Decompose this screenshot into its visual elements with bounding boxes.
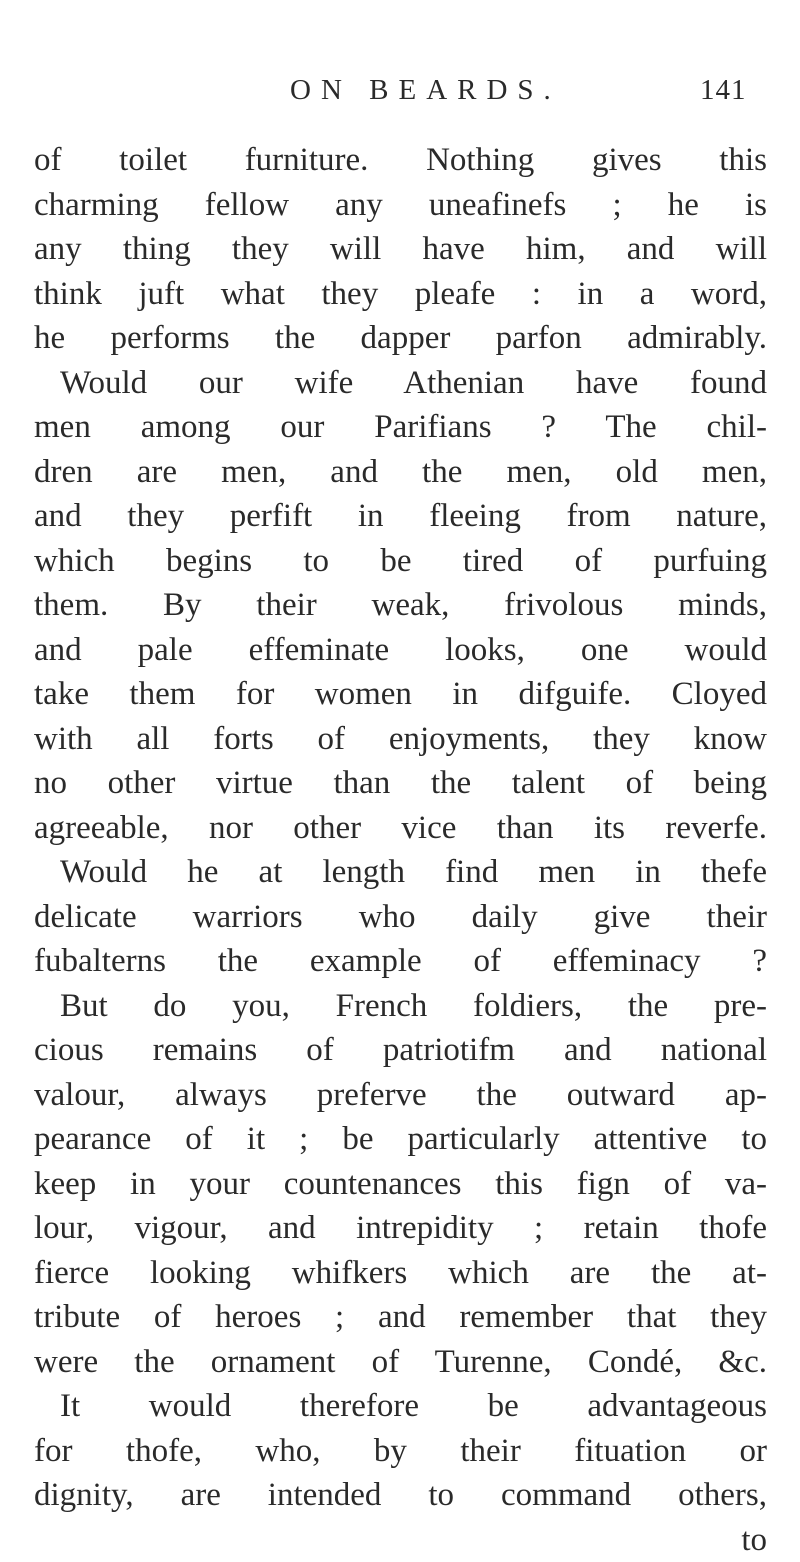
text-line: dren are men, and the men, old men, [34, 450, 767, 495]
text-line: But do you, French foldiers, the pre- [34, 984, 767, 1029]
text-line: agreeable, nor other vice than its reverfe. [34, 806, 767, 851]
catchword: to [34, 1518, 767, 1562]
text-line: keep in your countenances this fign of va- [34, 1162, 767, 1207]
text-line: pearance of it ; be particularly attentive to [34, 1117, 767, 1162]
text-line: any thing they will have him, and will [34, 227, 767, 272]
text-line: dignity, are intended to command others, [34, 1473, 767, 1518]
text-line: he performs the dapper parfon admirably. [34, 316, 767, 361]
text-line: lour, vigour, and intrepidity ; retain thofe [34, 1206, 767, 1251]
text-line: and pale effeminate looks, one would [34, 628, 767, 673]
text-line: no other virtue than the talent of being [34, 761, 767, 806]
text-line: charming fellow any uneafinefs ; he is [34, 183, 767, 228]
text-line: delicate warriors who daily give their [34, 895, 767, 940]
running-title: ON BEARDS. [290, 74, 561, 107]
text-line: valour, always preferve the outward ap- [34, 1073, 767, 1118]
text-line: them. By their weak, frivolous minds, [34, 583, 767, 628]
body-text [34, 138, 767, 1562]
text-line: for thofe, who, by their fituation or [34, 1429, 767, 1474]
text-line: tribute of heroes ; and remember that they [34, 1295, 767, 1340]
text-line: with all forts of enjoyments, they know [34, 717, 767, 762]
text-line: Would our wife Athenian have found [34, 361, 767, 406]
text-line: take them for women in difguife. Cloyed [34, 672, 767, 717]
text-line: Would he at length find men in thefe [34, 850, 767, 895]
text-line: and they perfift in fleeing from nature, [34, 494, 767, 539]
running-head [0, 74, 800, 114]
text-line: of toilet furniture. Nothing gives this [34, 138, 767, 183]
text-line: fierce looking whifkers which are the at- [34, 1251, 767, 1296]
text-line: which begins to be tired of purfuing [34, 539, 767, 584]
text-line: cious remains of patriotifm and national [34, 1028, 767, 1073]
text-line: think juft what they pleafe : in a word, [34, 272, 767, 317]
page-number: 141 [700, 74, 747, 107]
text-line: It would therefore be advantageous [34, 1384, 767, 1429]
text-line: fubalterns the example of effeminacy ? [34, 939, 767, 984]
text-line: men among our Parifians ? The chil- [34, 405, 767, 450]
text-line: were the ornament of Turenne, Condé, &c. [34, 1340, 767, 1385]
